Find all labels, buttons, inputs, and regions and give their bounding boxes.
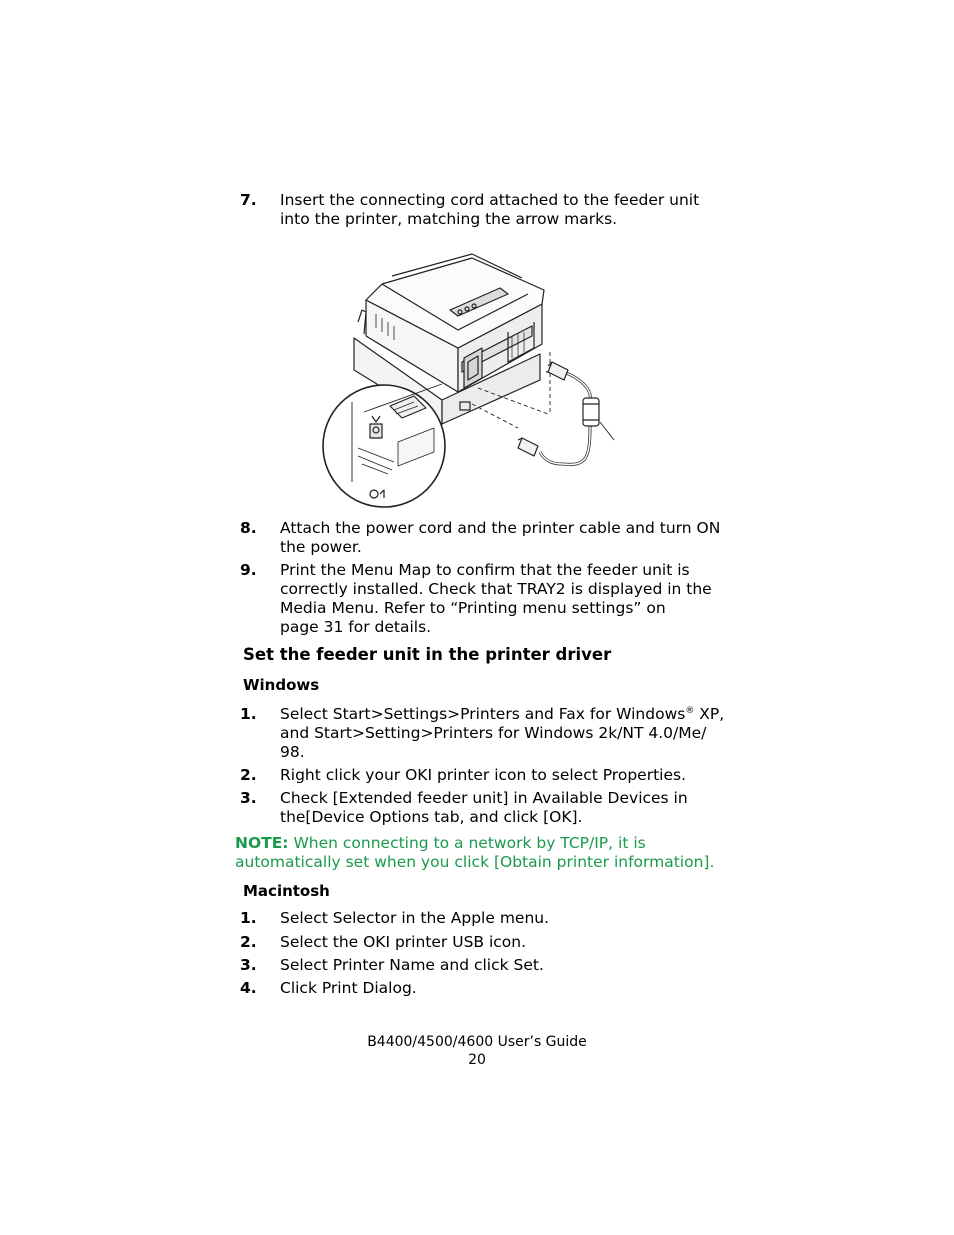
step-text: Insert the connecting cord attached to the feeder unit into the printer, matching the arrow marks.	[280, 191, 700, 228]
guide-title: B4400/4500/4600 User’s Guide	[367, 1034, 587, 1050]
step-text: Select Printer Name and click Set.	[280, 956, 544, 974]
step-number: 8.	[240, 519, 257, 537]
step-number: 2.	[240, 766, 257, 784]
step-number: 3.	[240, 789, 257, 807]
step-number: 9.	[240, 561, 257, 579]
page-number: 20	[468, 1052, 486, 1068]
step-number: 1.	[240, 909, 257, 927]
step-number: 1.	[240, 705, 257, 723]
step-text: Click Print Dialog.	[280, 979, 417, 997]
step-number: 3.	[240, 956, 257, 974]
step-text: Right click your OKI printer icon to select Properties.	[280, 766, 686, 784]
step-text: Select the OKI printer USB icon.	[280, 933, 527, 951]
step-text: Select Selector in the Apple menu.	[280, 909, 550, 927]
page-footer	[330, 1033, 624, 1069]
step-text: Attach the power cord and the printer cable and turn ON the power.	[280, 519, 721, 556]
step-number: 4.	[240, 979, 257, 997]
section-heading: Set the feeder unit in the printer driver	[243, 645, 612, 664]
step-text: Select Start>Settings>Printers and Fax for Windows® XP, and Start>Setting>Printers for Windows 2k/NT 4.0/Me/ 98.	[280, 705, 725, 761]
macintosh-heading: Macintosh	[243, 882, 330, 900]
note: NOTE: When connecting to a network by TCP/IP, it is automatically set when you click [Obtain printer information].	[235, 834, 715, 871]
step-text: Check [Extended feeder unit] in Available Devices in the[Device Options tab, and click [OK].	[280, 789, 688, 826]
windows-heading: Windows	[243, 676, 320, 694]
step-text: Print the Menu Map to confirm that the feeder unit is correctly installed. Check that TRAY2 is displayed in the Media Menu. Refer to “Printing menu settings” on page 31 for details.	[280, 561, 712, 636]
step-number: 7.	[240, 191, 257, 209]
printer-feeder-illustration	[322, 252, 634, 510]
step-number: 2.	[240, 933, 257, 951]
note-label: NOTE:	[235, 834, 289, 852]
